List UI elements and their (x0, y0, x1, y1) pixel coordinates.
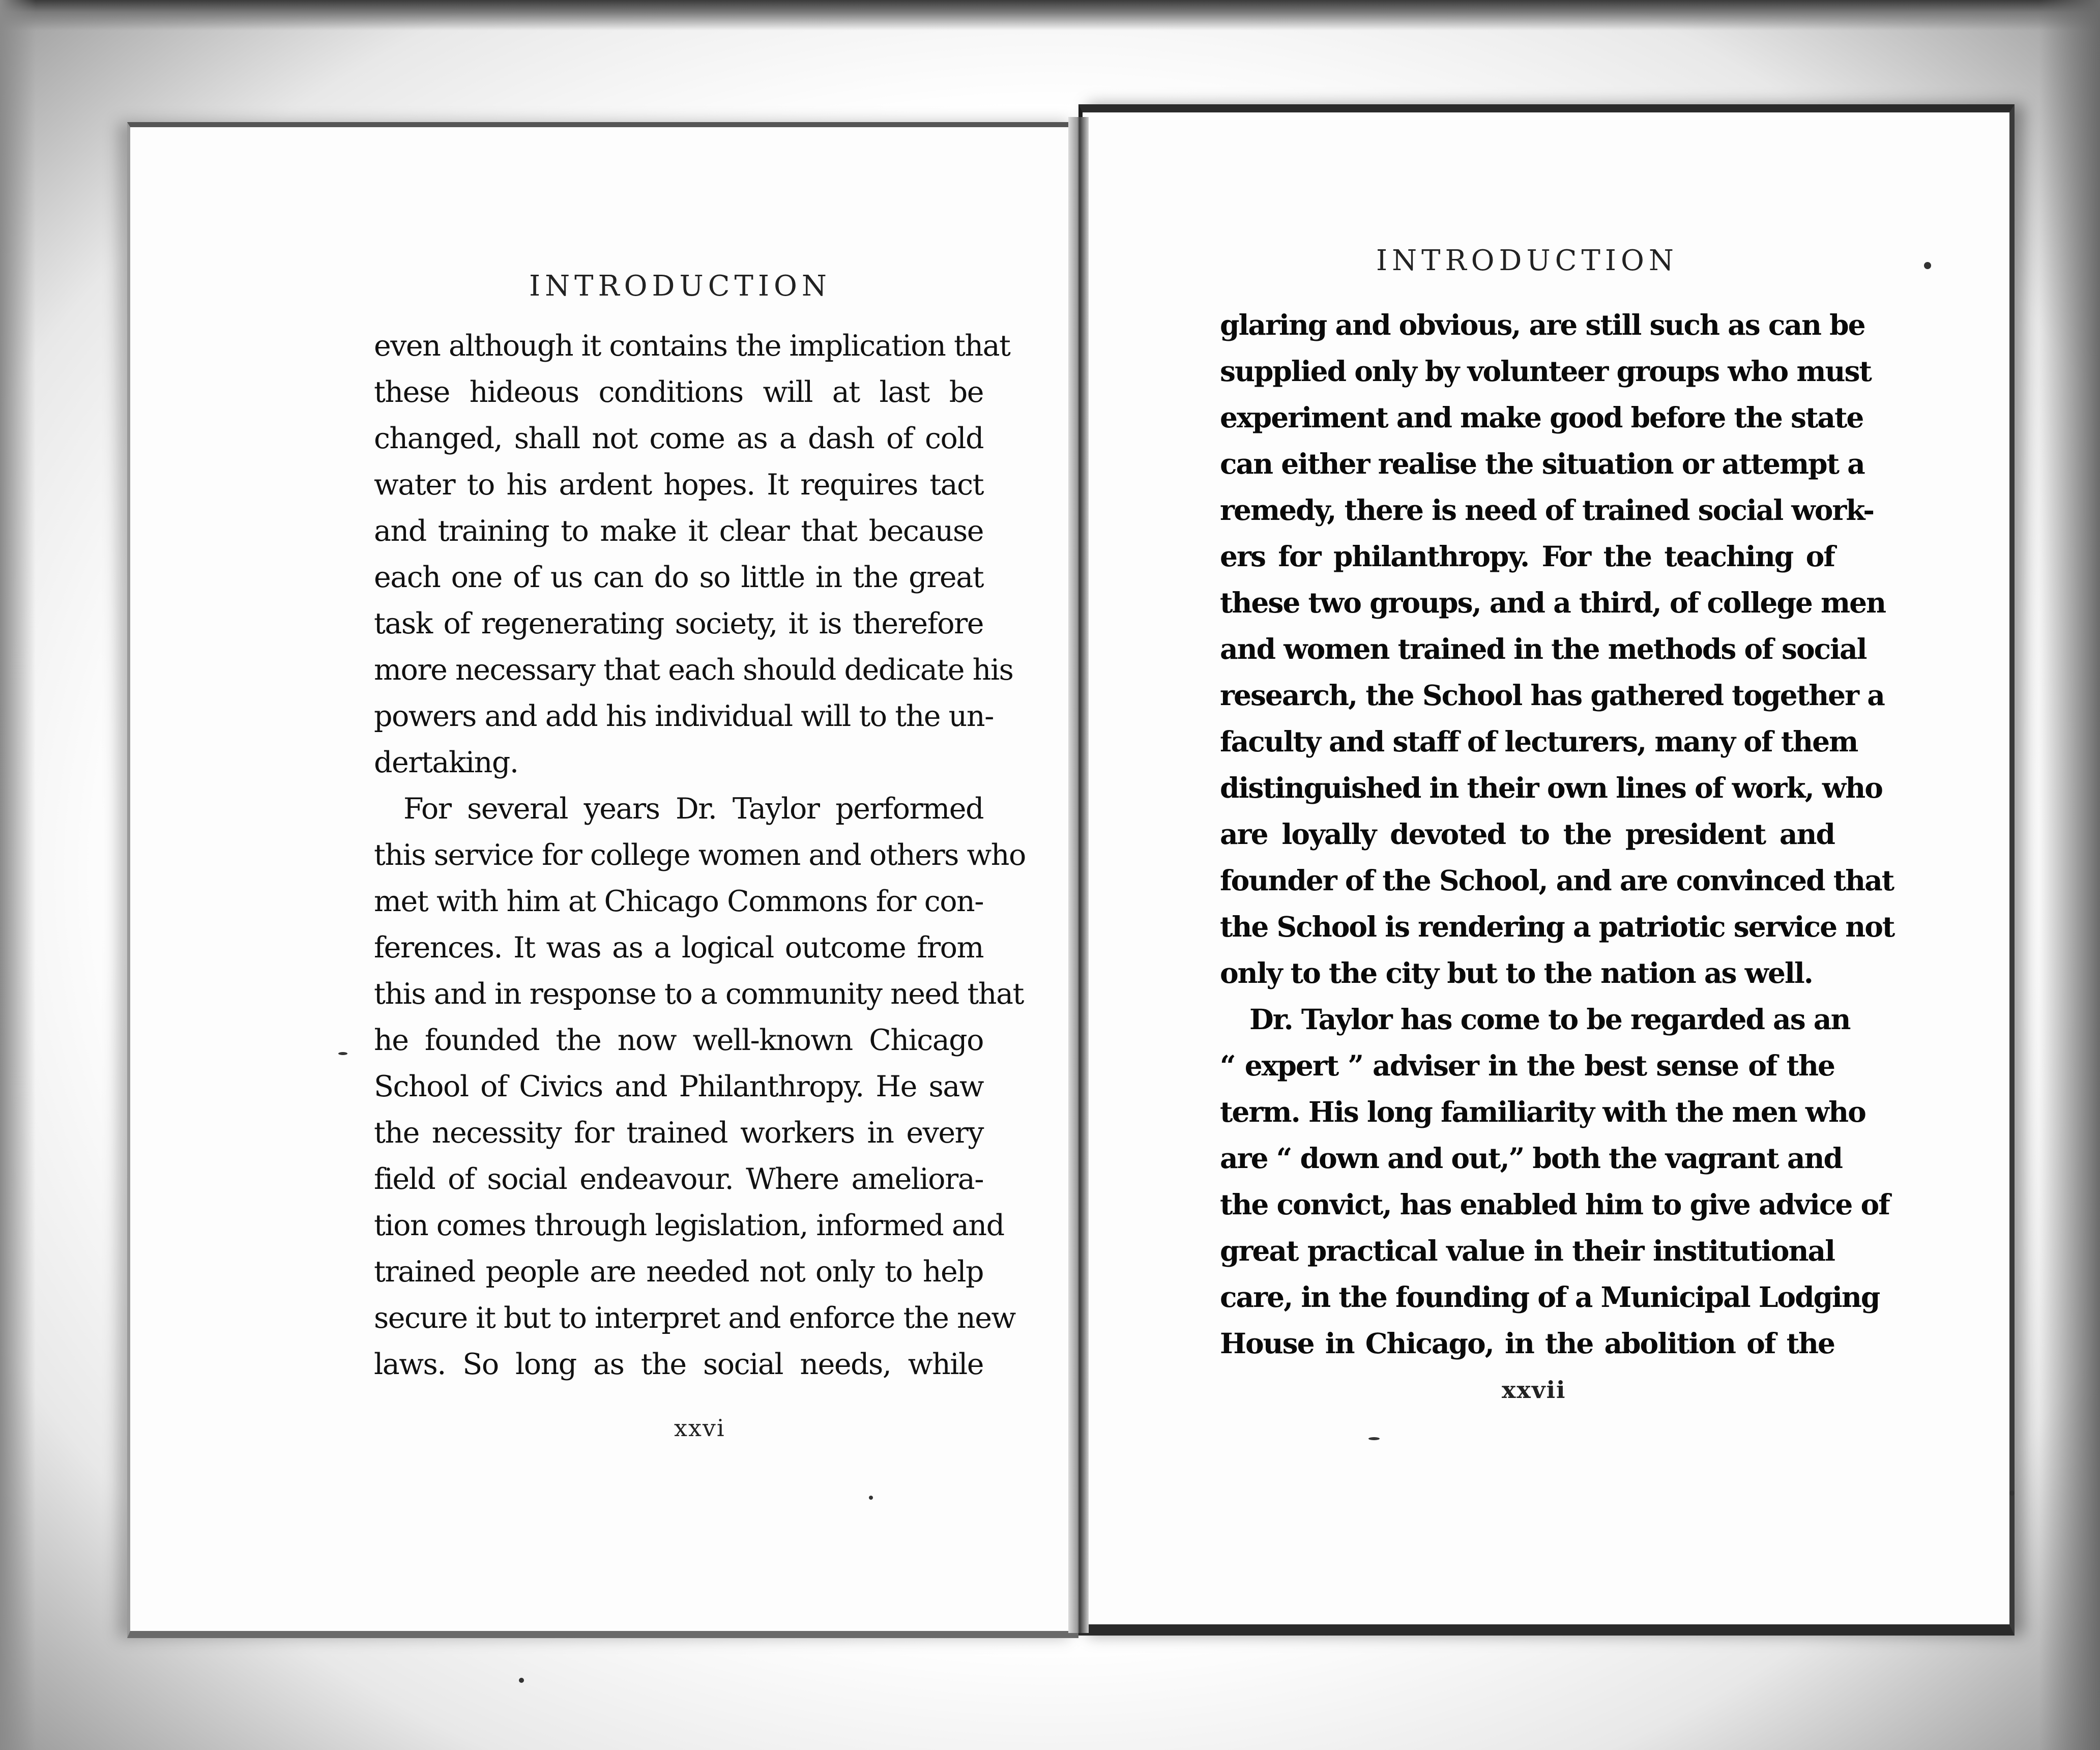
text-line: faculty and staff of lecturers, many of them (1220, 725, 1858, 758)
right-page-body (1220, 302, 1894, 1366)
text-line: founder of the School, and are convinced that (1220, 864, 1894, 897)
text-line: House in Chicago, in the abolition of the (1220, 1327, 1834, 1360)
text-line: changed, shall not come as a dash of cold (374, 422, 983, 455)
text-line: these two groups, and a third, of college men (1220, 586, 1886, 619)
text-line: ers for philanthropy. For the teaching of (1220, 540, 1834, 573)
text-line: and training to make it clear that because (374, 514, 983, 548)
text-line: secure it but to interpret and enforce the new (374, 1301, 1015, 1335)
text-line: more necessary that each should dedicate his (374, 653, 1013, 687)
scan-speck (519, 1678, 524, 1683)
text-line: this and in response to a community need that (374, 977, 1024, 1011)
scan-speck (869, 1496, 873, 1500)
text-line: this service for college women and others who (374, 838, 1026, 872)
text-line: even although it contains the implication that (374, 329, 1010, 363)
text-line: tion comes through legislation, informed and (374, 1209, 1004, 1242)
text-line: each one of us can do so little in the great (374, 561, 983, 594)
right-page-heading: INTRODUCTION (1376, 244, 1678, 277)
text-line: these hideous conditions will at last be (374, 375, 983, 409)
text-line: only to the city but to the nation as well. (1220, 956, 1813, 989)
text-line: glaring and obvious, are still such as can be (1220, 308, 1865, 341)
text-line: Dr. Taylor has come to be regarded as an (1249, 1003, 1850, 1036)
text-line: met with him at Chicago Commons for con- (374, 885, 983, 918)
text-line: trained people are needed not only to help (374, 1255, 983, 1289)
text-line: term. His long familiarity with the men who (1220, 1095, 1865, 1128)
text-line: supplied only by volunteer groups who must (1220, 355, 1871, 388)
scan-speck (1924, 262, 1931, 269)
text-line: the convict, has enabled him to give advice of (1220, 1188, 1889, 1221)
text-line: ferences. It was as a logical outcome from (374, 931, 983, 965)
text-line: experiment and make good before the state (1220, 401, 1863, 434)
text-line: “ expert ” adviser in the best sense of the (1220, 1049, 1834, 1082)
text-line: For several years Dr. Taylor performed (403, 792, 983, 826)
text-line: the School is rendering a patriotic service not (1220, 910, 1894, 943)
scan-speck (2009, 1491, 2015, 1496)
text-line: the necessity for trained workers in every (374, 1116, 983, 1150)
right-page-number: xxvii (1502, 1376, 1566, 1404)
text-line: field of social endeavour. Where ameliora- (374, 1162, 983, 1196)
book-gutter (1068, 117, 1089, 1633)
text-line: and women trained in the methods of social (1220, 632, 1866, 665)
left-page-body (374, 323, 1026, 1388)
text-line: great practical value in their institutional (1220, 1234, 1834, 1267)
text-line: are loyally devoted to the president and (1220, 818, 1834, 851)
text-line: research, the School has gathered together a (1220, 679, 1884, 712)
left-page-heading: INTRODUCTION (529, 270, 831, 303)
text-line: dertaking. (374, 746, 518, 779)
text-line: care, in the founding of a Municipal Lodging (1220, 1280, 1880, 1314)
text-line: task of regenerating society, it is therefore (374, 607, 983, 640)
text-line: School of Civics and Philanthropy. He saw (374, 1070, 983, 1103)
scan-speck (1368, 1437, 1380, 1440)
scan-edge-left (0, 0, 36, 1750)
text-line: he founded the now well-known Chicago (374, 1024, 983, 1057)
text-line: can either realise the situation or attempt a (1220, 447, 1864, 480)
left-page-number: xxvi (674, 1414, 725, 1442)
text-line: are “ down and out,” both the vagrant and (1220, 1142, 1842, 1175)
text-line: laws. So long as the social needs, while (374, 1348, 983, 1381)
text-line: water to his ardent hopes. It requires tact (374, 468, 983, 502)
scan-speck (338, 1052, 347, 1055)
text-line: distinguished in their own lines of work, who (1220, 771, 1882, 804)
scan-edge-top (0, 0, 2100, 31)
scan-edge-right (2039, 0, 2100, 1750)
text-line: remedy, there is need of trained social work- (1220, 493, 1874, 527)
text-line: powers and add his individual will to the un- (374, 699, 994, 733)
